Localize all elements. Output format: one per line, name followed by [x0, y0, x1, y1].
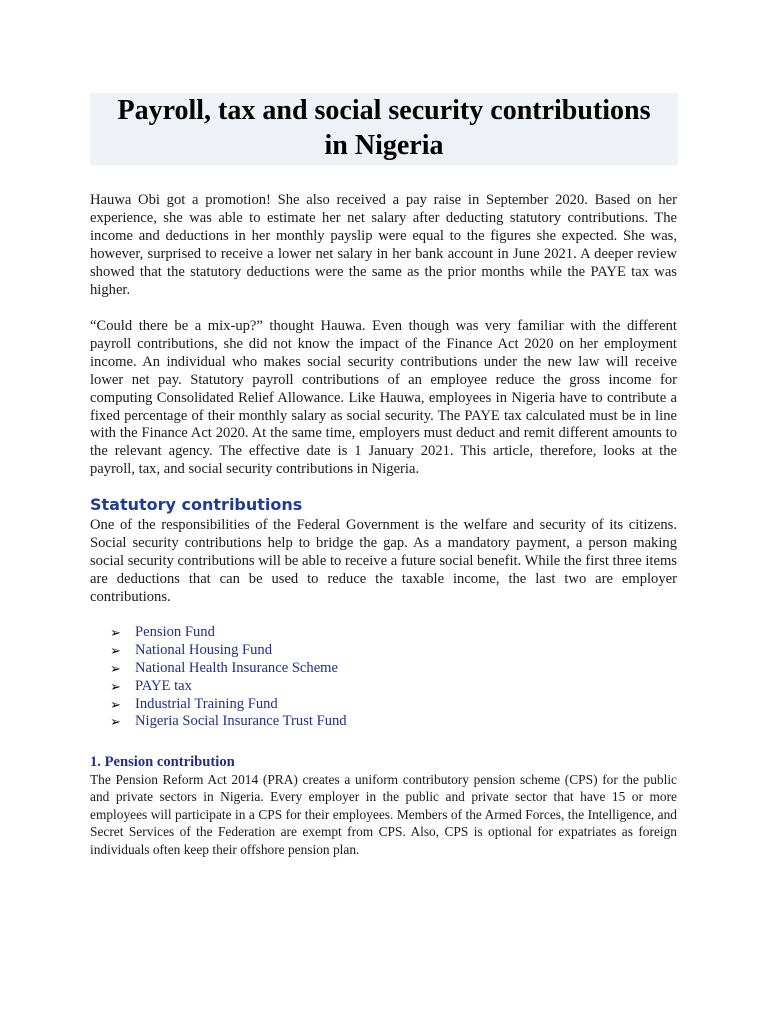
arrow-bullet-icon: ➢ [110, 678, 121, 694]
list-item-label[interactable]: National Housing Fund [135, 641, 273, 658]
arrow-bullet-icon: ➢ [110, 642, 121, 658]
list-item-label[interactable]: Industrial Training Fund [135, 695, 278, 712]
pension-paragraph: The Pension Reform Act 2014 (PRA) creates a uniform contributory pension scheme (CPS) for the public and private sectors in Nigeria. Every employer in the public and private sector that have 15 or more employees will participate in a CPS for their employees. Members of the Armed Forces, the Intelligence, and Secret Services of the Federation are exempt from CPS. Also, CPS is optional for expatriates as foreign individuals often keep their offshore pension plan. [90, 772, 677, 857]
list-item[interactable] [110, 696, 347, 714]
title-line-1: Payroll, tax and social security contributions [117, 95, 651, 126]
section-paragraph: One of the responsibilities of the Federal Government is the welfare and security of its citizens. Social security contributions help to bridge the gap. As a mandatory payment, a person making social security contributions will be able to receive a future social benefit. While the first three items are deductions that can be used to reduce the taxable income, the last two are employer contributions. [90, 517, 677, 605]
intro-paragraph: Hauwa Obi got a promotion! She also received a pay raise in September 2020. Based on her experience, she was able to estimate her net salary after deducting statutory contributions. The income and deductions in her monthly payslip were equal to the figures she expected. She was, however, surprised to receive a lower net salary in her bank account in June 2021. A deeper review showed that the statutory deductions were the same as the prior months while the PAYE tax was higher. [90, 192, 677, 298]
arrow-bullet-icon: ➢ [110, 660, 121, 676]
arrow-bullet-icon: ➢ [110, 696, 121, 712]
contributions-list [110, 624, 347, 731]
list-item[interactable] [110, 660, 347, 678]
list-item[interactable] [110, 624, 347, 642]
list-item-label[interactable]: Pension Fund [135, 624, 215, 640]
document-title [90, 93, 678, 165]
title-line-2: in Nigeria [324, 130, 444, 161]
sub-heading-pension-contribution: 1. Pension contribution [90, 754, 235, 770]
arrow-bullet-icon: ➢ [110, 714, 121, 730]
second-paragraph: “Could there be a mix-up?” thought Hauwa. Even though was very familiar with the different payroll contributions, she did not know the impact of the Finance Act 2020 on her employment income. An individual who makes social security contributions under the new law will receive lower net pay. Statutory payroll contributions of an employee reduce the gross income for computing Consolidated Relief Allowance. Like Hauwa, employees in Nigeria have to contribute a fixed percentage of their monthly salary as social security. The PAYE tax calculated must be in line with the Finance Act 2020. At the same time, employers must deduct and remit different amounts to the relevant agency. The effective date is 1 January 2021. This article, therefore, looks at the payroll, tax, and social security contributions in Nigeria. [90, 318, 677, 478]
list-item-label[interactable]: National Health Insurance Scheme [135, 659, 339, 676]
list-item[interactable] [110, 678, 347, 696]
list-item[interactable] [110, 713, 347, 731]
section-heading-statutory-contributions: Statutory contributions [90, 495, 303, 514]
list-item-label[interactable]: Nigeria Social Insurance Trust Fund [135, 713, 347, 730]
list-item[interactable] [110, 642, 347, 660]
arrow-bullet-icon: ➢ [110, 625, 121, 640]
list-item-label[interactable]: PAYE tax [135, 677, 192, 694]
